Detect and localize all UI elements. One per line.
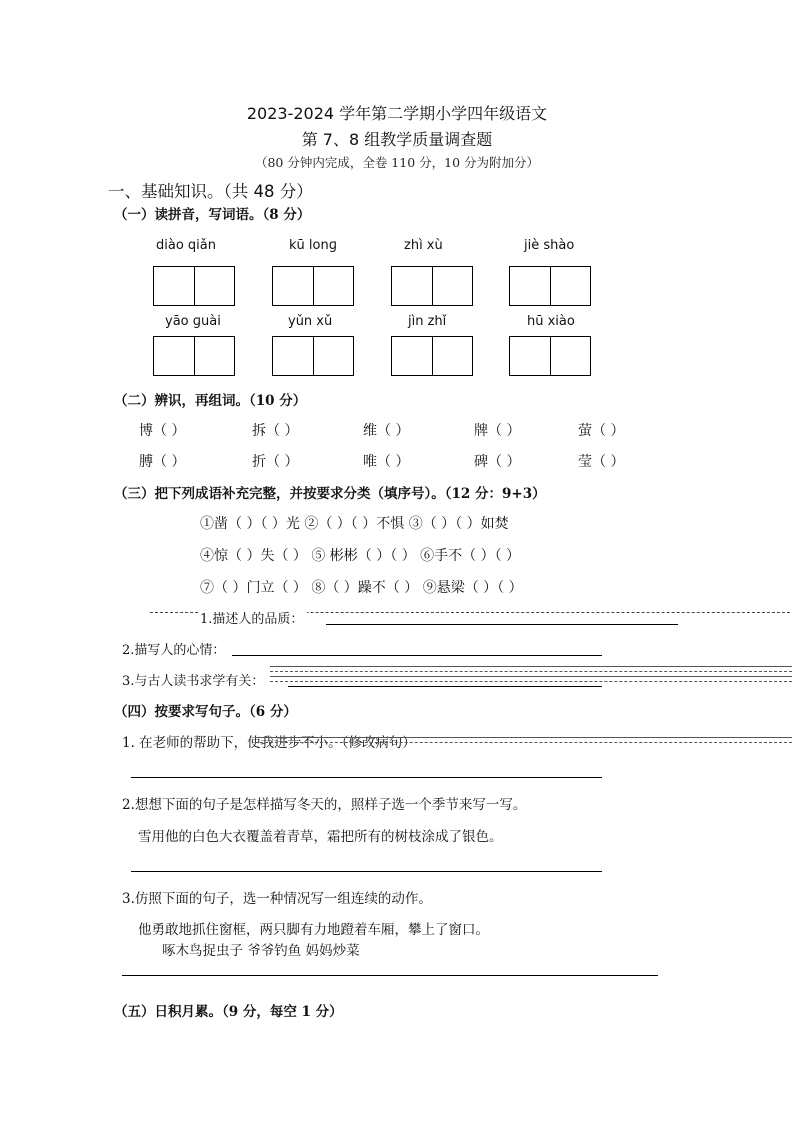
scribble-mark xyxy=(270,676,792,682)
category-3-answer-line[interactable] xyxy=(288,686,602,687)
category-2-answer-line[interactable] xyxy=(232,655,602,656)
pinyin-2: kū lonɡ xyxy=(289,238,337,253)
category-3-label: 3.与古人读书求学有关： xyxy=(122,674,265,689)
q2-row2-item1[interactable]: 膊（ ） xyxy=(139,454,186,470)
sentence-3-example: 他勇敢地抓住窗框，两只脚有力地蹬着车厢，攀上了窗口。 xyxy=(138,922,489,938)
sentence-3-options: 啄木鸟捉虫子 爷爷钓鱼 妈妈炒菜 xyxy=(162,943,360,959)
category-1-label: 1.描述人的品质： xyxy=(200,608,307,627)
sentence-2-answer-line[interactable] xyxy=(131,871,602,872)
sentence-task-2: 2.想想下面的句子是怎样描写冬天的，照样子选一个季节来写一写。 xyxy=(122,797,527,813)
sentence-1-answer-line[interactable] xyxy=(131,777,602,778)
writing-grid-6[interactable] xyxy=(272,336,354,376)
writing-grid-3[interactable] xyxy=(391,266,473,306)
idiom-line-1[interactable]: ①凿（ ）（ ）光 ②（ ）（ ）不惧 ③（ ）（ ）如焚 xyxy=(200,516,509,532)
q1-heading: （一）读拼音，写词语。（8 分） xyxy=(114,207,311,223)
q2-row1-item4[interactable]: 牌（ ） xyxy=(474,423,521,439)
part1-heading: 一、基础知识。（共 48 分） xyxy=(108,182,313,201)
writing-grid-4[interactable] xyxy=(509,266,591,306)
sentence-3-answer-line[interactable] xyxy=(122,975,658,976)
exam-subtitle: （80 分钟内完成，全卷 110 分，10 分为附加分） xyxy=(254,155,540,170)
idiom-line-3[interactable]: ⑦（ ）门立（ ） ⑧（ ）躁不（ ） ⑨悬梁（ ）（ ） xyxy=(200,580,523,596)
writing-grid-8[interactable] xyxy=(509,336,591,376)
writing-grid-1[interactable] xyxy=(153,266,235,306)
q4-heading: （四）按要求写句子。（6 分） xyxy=(114,704,297,720)
pinyin-5: yāo ɡuài xyxy=(165,314,221,329)
q2-row1-item5[interactable]: 萤（ ） xyxy=(578,423,625,439)
pinyin-3: zhì xù xyxy=(404,238,443,253)
scribble-mark xyxy=(270,666,792,672)
category-1-answer-line[interactable] xyxy=(326,624,678,625)
q2-row1-item3[interactable]: 维（ ） xyxy=(363,423,410,439)
q5-heading: （五）日积月累。（9 分，每空 1 分） xyxy=(114,1004,343,1020)
pinyin-6: yǔn xǔ xyxy=(288,314,333,329)
pinyin-8: hū xiào xyxy=(527,314,575,329)
sentence-2-example: 雪用他的白色大衣覆盖着青草，霜把所有的树枝涂成了银色。 xyxy=(138,829,503,845)
idiom-line-2[interactable]: ④惊（ ）失（ ） ⑤ 彬彬（ ）（ ） ⑥手不（ ）（ ） xyxy=(200,548,521,564)
category-2-label: 2.描写人的心情： xyxy=(122,643,226,658)
pinyin-4: jiè shào xyxy=(524,238,575,253)
writing-grid-7[interactable] xyxy=(391,336,473,376)
sentence-task-1: 1. 在老师的帮助下，使我进步不小。（修改病句） xyxy=(122,735,416,751)
scribble-mark xyxy=(255,737,792,743)
q2-row2-item3[interactable]: 唯（ ） xyxy=(363,454,410,470)
q2-row1-item1[interactable]: 博（ ） xyxy=(139,423,186,439)
writing-grid-5[interactable] xyxy=(153,336,235,376)
pinyin-1: diào qiǎn xyxy=(156,238,216,253)
q2-row1-item2[interactable]: 拆（ ） xyxy=(252,423,299,439)
q2-row2-item4[interactable]: 碑（ ） xyxy=(474,454,521,470)
q3-heading: （三）把下列成语补充完整，并按要求分类（填序号）。（12 分：9+3） xyxy=(114,486,546,502)
q2-row2-item2[interactable]: 折（ ） xyxy=(252,454,299,470)
writing-grid-2[interactable] xyxy=(272,266,354,306)
sentence-task-3: 3.仿照下面的句子，选一种情况写一组连续的动作。 xyxy=(122,891,432,907)
exam-title-line1: 2023-2024 学年第二学期小学四年级语文 xyxy=(246,104,548,123)
pinyin-7: jìn zhǐ xyxy=(408,314,447,329)
exam-title-line2: 第 7、8 组教学质量调查题 xyxy=(301,130,493,149)
q2-row2-item5[interactable]: 莹（ ） xyxy=(578,454,625,470)
q2-heading: （二）辨识，再组词。（10 分） xyxy=(114,393,307,409)
